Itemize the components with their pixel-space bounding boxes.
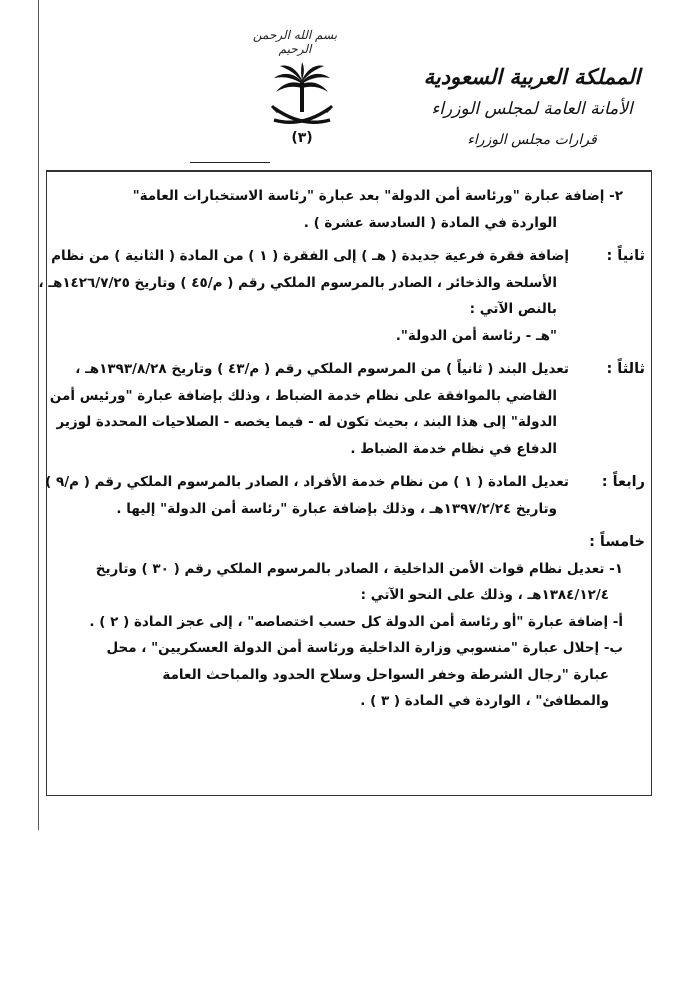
saudi-emblem-icon: [268, 62, 336, 132]
second-line1: إضافة فقرة فرعية جديدة ( هـ ) إلى الفقرة ( ١ ) من المادة ( الثانية ) من نظام: [51, 248, 569, 264]
letterhead: [392, 62, 672, 150]
fifth-item-a: أ- إضافة عبارة "أو رئاسة أمن الدولة كل حسب اختصاصه" ، إلى عجز المادة ( ٢ ) .: [89, 613, 623, 630]
kingdom-title: المملكة العربية السعودية: [423, 64, 641, 89]
third-line4: الدفاع في نظام خدمة الضباط .: [350, 440, 557, 457]
item2-line1: ٢- إضافة عبارة "ورئاسة أمن الدولة" بعد عبارة "رئاسة الاستخبارات العامة": [132, 188, 623, 204]
margin-rule: [38, 0, 39, 830]
secretariat-title: الأمانة العامة لمجلس الوزراء: [431, 99, 633, 119]
second-label: ثانياً :: [606, 248, 645, 264]
document-body: [38, 183, 645, 715]
fifth-label: خامساً :: [589, 534, 645, 550]
second-line3: بالنص الآتي :: [469, 301, 557, 317]
fourth-line2: وتاريخ ١٣٩٧/٢/٢٤هـ ، وذلك بإضافة عبارة "رئاسة أمن الدولة" إليها .: [116, 500, 557, 517]
bismillah-calligraphy: بسم الله الرحمن الرحيم: [252, 28, 338, 56]
fifth-item-b-line3: والمطافئ" ، الواردة في المادة ( ٣ ) .: [360, 693, 609, 709]
fifth-item-b-line1: ب- إحلال عبارة "منسوبي وزارة الداخلية ورئاسة أمن الدولة العسكريين" ، محل: [106, 640, 623, 656]
header-rule: [190, 162, 270, 163]
fourth-label: رابعاً :: [601, 474, 645, 490]
second-line2: الأسلحة والذخائر ، الصادر بالمرسوم الملكي رقم ( م/٤٥ ) وتاريخ ١٤٢٦/٧/٢٥هـ ،: [38, 274, 557, 291]
third-line2: القاضي بالموافقة على نظام خدمة الضباط ، وذلك بإضافة عبارة "ورئيس أمن: [49, 387, 557, 404]
third-line3: الدولة" إلى هذا البند ، بحيث تكون له - فيما يخصه - الصلاحيات المحددة لوزير: [56, 414, 557, 430]
decisions-title: قرارات مجلس الوزراء: [467, 132, 597, 148]
third-label: ثالثاً :: [606, 361, 645, 377]
second-line4: "هـ - رئاسة أمن الدولة".: [395, 327, 557, 344]
fifth-line2: ١٣٨٤/١٢/٤هـ ، وذلك على النحو الآتي :: [360, 587, 609, 603]
fifth-line1: ١- تعديل نظام قوات الأمن الداخلية ، الصادر بالمرسوم الملكي رقم ( ٣٠ ) وتاريخ: [95, 560, 623, 577]
third-line1: تعديل البند ( ثانياً ) من المرسوم الملكي رقم ( م/٤٣ ) وتاريخ ١٣٩٣/٨/٢٨هـ ،: [75, 361, 569, 377]
page-number: (٣): [291, 130, 313, 146]
item2-line2: الواردة في المادة ( السادسة عشرة ) .: [303, 214, 557, 231]
fourth-line1: تعديل المادة ( ١ ) من نظام خدمة الأفراد ، الصادر بالمرسوم الملكي رقم ( م/٩ ): [45, 474, 569, 490]
fifth-item-b-line2: عبارة "رجال الشرطة وخفر السواحل وسلاح الحدود والمباحث العامة: [162, 666, 609, 683]
